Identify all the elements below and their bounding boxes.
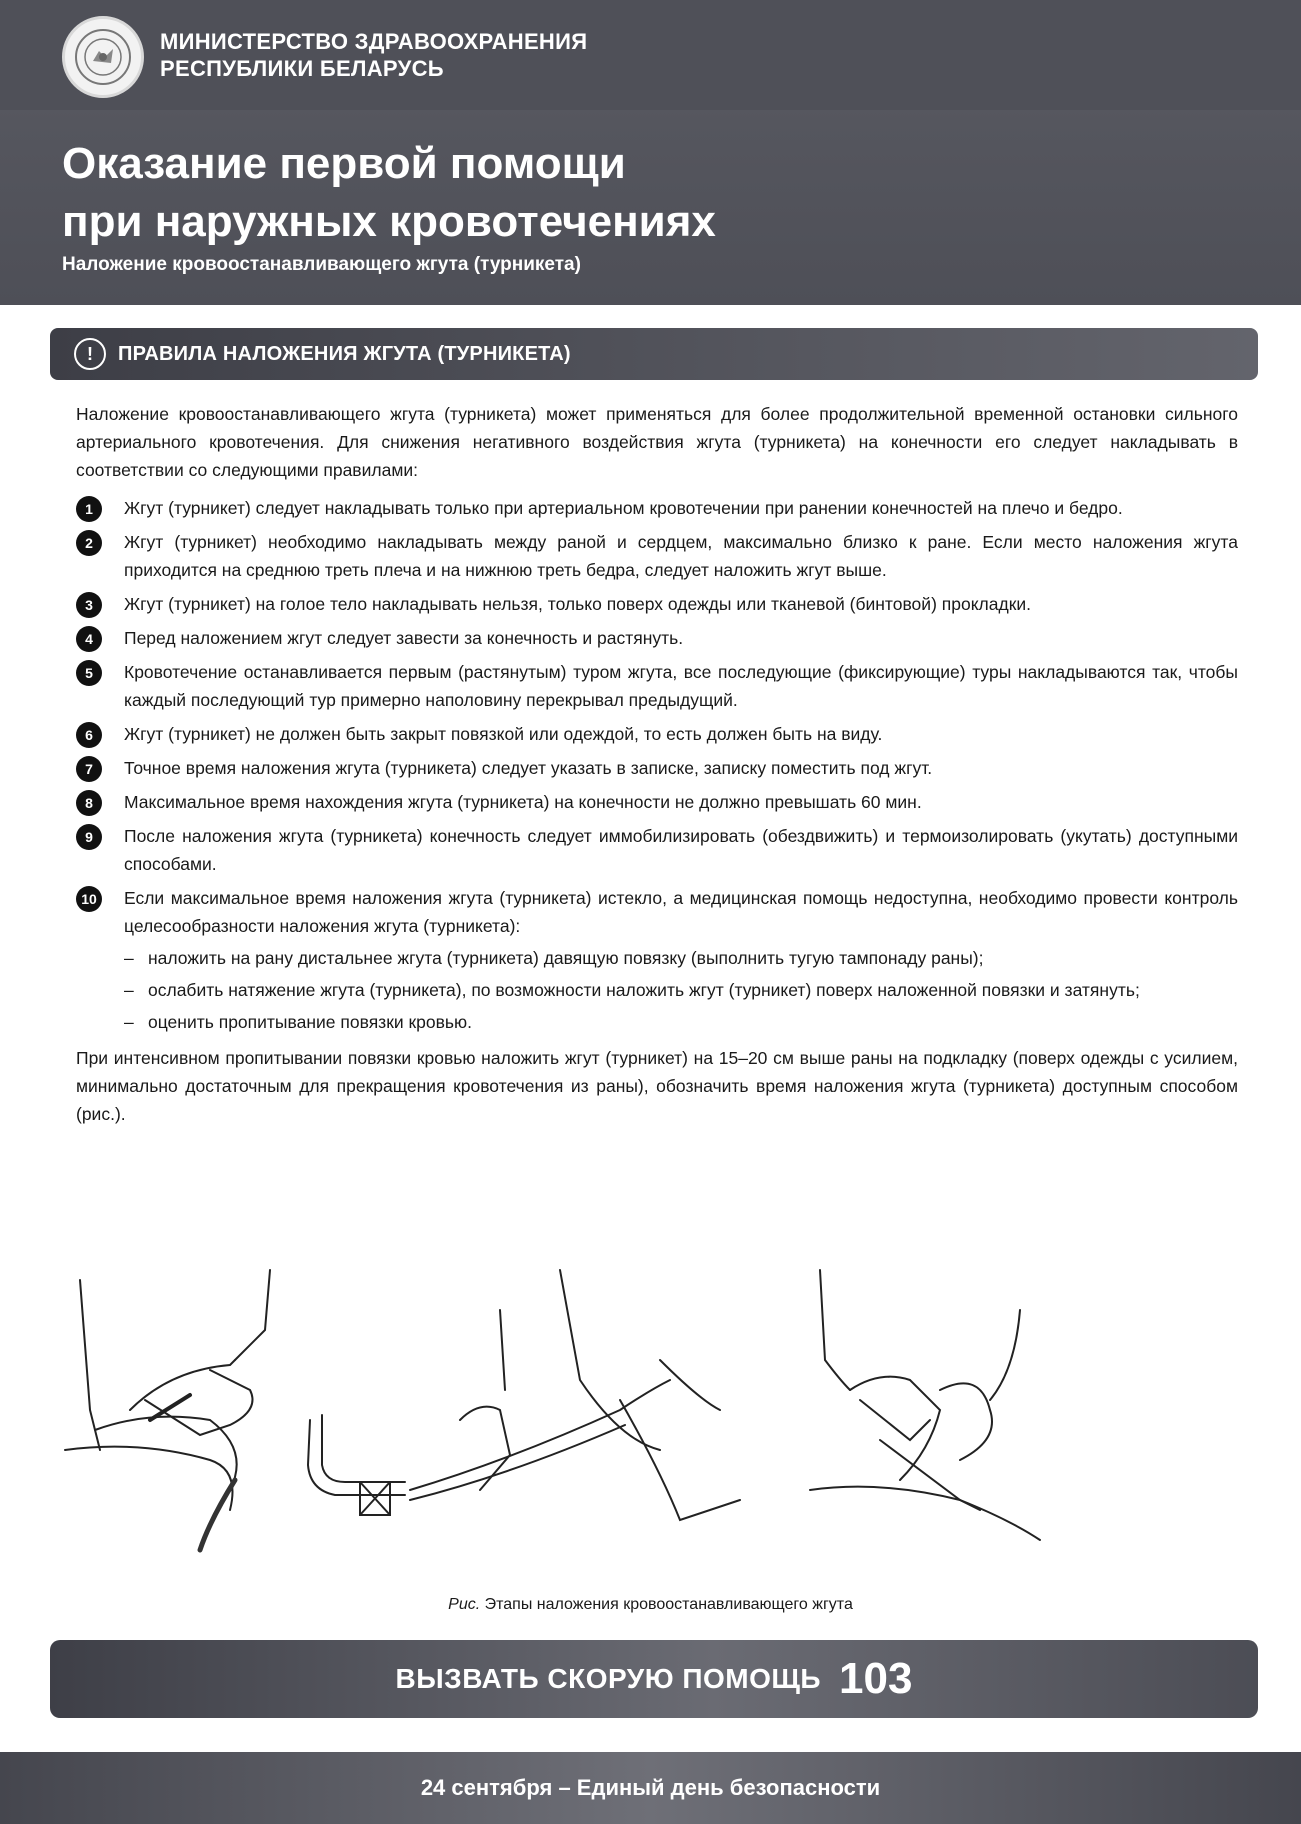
sub-item — [124, 976, 1238, 1004]
step-3-illustration — [810, 1270, 1040, 1540]
step-1-illustration — [65, 1270, 270, 1550]
rule-item — [76, 884, 1238, 1036]
figure-caption — [0, 1596, 1301, 1614]
header-banner — [0, 0, 1301, 305]
sub-item — [124, 1008, 1238, 1036]
call-label: ВЫЗВАТЬ СКОРУЮ ПОМОЩЬ — [395, 1663, 822, 1694]
sub-item-text: ослабить натяжение жгута (турникета), по возможности наложить жгут (турникет) поверх наложенной повязки и затянуть; — [148, 980, 1140, 1000]
number-badge-icon: 1 — [76, 496, 102, 522]
number-badge-icon: 3 — [76, 592, 102, 618]
rule-text: Жгут (турникет) на голое тело накладывать нельзя, только поверх одежды или тканевой (бинтовой) прокладки. — [124, 594, 1032, 614]
rule-text: Кровотечение останавливается первым (растянутым) туром жгута, все последующие (фиксирующие) туры накладываются так, чтобы каждый последующий тур примерно наполовину перекрывал предыдущий. — [124, 662, 1238, 710]
caption-text: Этапы наложения кровоостанавливающего жгута — [480, 1596, 853, 1613]
rule-text: Жгут (турникет) не должен быть закрыт повязкой или одеждой, то есть должен быть на виду. — [124, 724, 883, 744]
title-line-2: при наружных кровотечениях — [62, 197, 716, 246]
rule-item — [76, 494, 1238, 522]
rule-text: Жгут (турникет) необходимо накладывать между раной и сердцем, максимально близко к ране. Если место наложения жгута приходится на среднюю треть плеча и на нижнюю треть бедра, следует наложить жгут выше. — [124, 532, 1238, 580]
final-paragraph: При интенсивном пропитывании повязки кровью наложить жгут (турникет) на 15–20 см выше раны на подкладку (поверх одежды с усилием, минимально достаточным для прекращения кровотечения из раны), обозначить время наложения жгута (турникета) доступным способом (рис.). — [76, 1048, 1238, 1124]
rule-item — [76, 528, 1238, 584]
number-badge-icon: 2 — [76, 530, 102, 556]
footer-text: 24 сентября – Единый день безопасности — [420, 1775, 881, 1800]
dash-bullet: – — [124, 980, 134, 1000]
rule-text: Перед наложением жгут следует завести за конечность и растянуть. — [124, 628, 684, 648]
tourniquet-steps-illustration — [60, 1250, 1240, 1570]
footer-banner — [0, 1752, 1301, 1824]
rule-item — [76, 822, 1238, 878]
rule-item — [76, 658, 1238, 714]
dash-bullet: – — [124, 948, 134, 968]
rule-item — [76, 754, 1238, 782]
number-badge-icon: 7 — [76, 756, 102, 782]
rule-item — [76, 624, 1238, 652]
sub-list — [124, 944, 1238, 1036]
call-number: 103 — [839, 1654, 913, 1703]
number-badge-icon: 5 — [76, 660, 102, 686]
sub-item-text: наложить на рану дистальнее жгута (турникета) давящую повязку (выполнить тугую тампонаду раны); — [148, 948, 984, 968]
intro-paragraph: Наложение кровоостанавливающего жгута (турникета) может применяться для более продолжительной временной остановки сильного артериального кровотечения. Для снижения негативного воздействия жгута (турникета) на конечности его следует накладывать в соответствии со следующими правилами: — [76, 404, 1238, 480]
page-subtitle: Наложение кровоостанавливающего жгута (турникета) — [62, 254, 581, 275]
info-icon: ! — [74, 338, 106, 370]
rule-text: После наложения жгута (турникета) конечность следует иммобилизировать (обездвижить) и термоизолировать (укутать) доступными способами. — [124, 826, 1238, 874]
ministry-line-2: РЕСПУБЛИКИ БЕЛАРУСЬ — [160, 56, 444, 81]
sub-item-text: оценить пропитывание повязки кровью. — [148, 1012, 473, 1032]
number-badge-icon: 6 — [76, 722, 102, 748]
rules-list — [76, 494, 1238, 1036]
number-badge-icon: 9 — [76, 824, 102, 850]
caption-prefix: Рис. — [448, 1596, 481, 1613]
rule-text: Максимальное время нахождения жгута (турникета) на конечности не должно превышать 60 мин. — [124, 792, 922, 812]
dash-bullet: – — [124, 1012, 134, 1032]
section-heading: ПРАВИЛА НАЛОЖЕНИЯ ЖГУТА (ТУРНИКЕТА) — [118, 342, 571, 365]
section-heading-bar — [50, 328, 1258, 380]
step-2-illustration — [410, 1270, 740, 1520]
page-title — [62, 135, 716, 251]
rule-item — [76, 590, 1238, 618]
arm-diagram-illustration — [308, 1415, 405, 1515]
rule-item — [76, 788, 1238, 816]
number-badge-icon: 8 — [76, 790, 102, 816]
rule-item — [76, 720, 1238, 748]
rule-text: Жгут (турникет) следует накладывать только при артериальном кровотечении при ранении конечностей на плечо и бедро. — [124, 498, 1123, 518]
title-line-1: Оказание первой помощи — [62, 139, 626, 188]
main-content — [76, 400, 1238, 1128]
rule-text: Точное время наложения жгута (турникета) следует указать в записке, записку поместить под жгут. — [124, 758, 933, 778]
ministry-name — [160, 28, 587, 82]
ministry-line-1: МИНИСТЕРСТВО ЗДРАВООХРАНЕНИЯ — [160, 29, 588, 54]
emergency-call-banner — [50, 1640, 1258, 1718]
number-badge-icon: 4 — [76, 626, 102, 652]
rule-text: Если максимальное время наложения жгута (турникета) истекло, а медицинская помощь недоступна, необходимо провести контроль целесообразности наложения жгута (турникета): — [124, 888, 1238, 936]
sub-item — [124, 944, 1238, 972]
number-badge-icon: 10 — [76, 886, 102, 912]
ministry-emblem-icon — [62, 16, 144, 98]
